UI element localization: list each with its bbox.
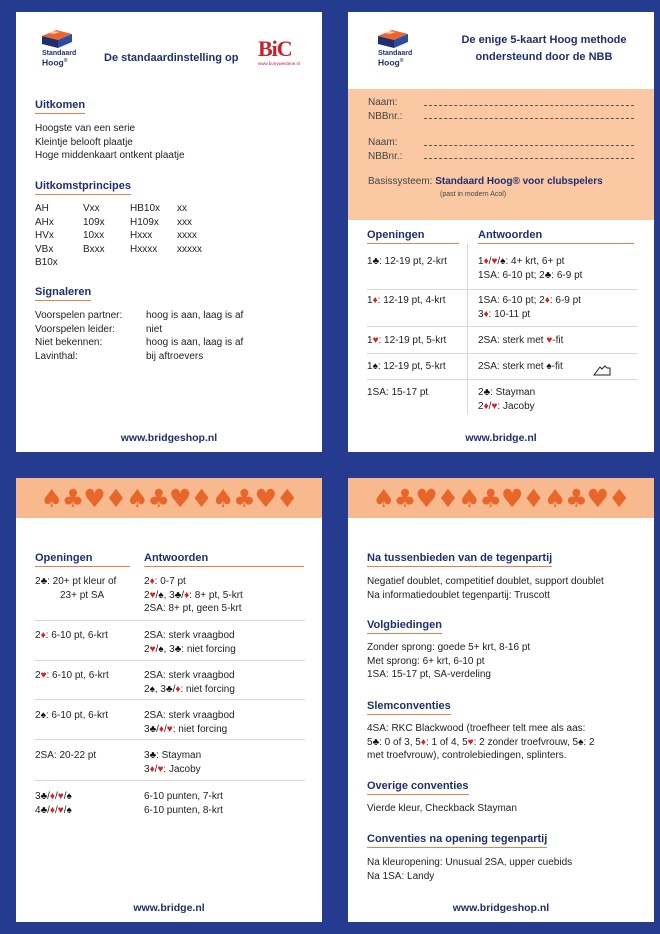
hand-pointer-icon	[592, 363, 612, 377]
principe-cell: xx	[177, 203, 187, 214]
nbbnr-field-1[interactable]	[424, 118, 634, 119]
row-divider	[367, 353, 637, 354]
section-body: Vierde kleur, Checkback Stayman	[367, 803, 517, 814]
nbbnr-label: NBBnr.:	[368, 110, 403, 122]
row-divider	[35, 699, 305, 700]
cube-logo-icon	[370, 28, 422, 50]
logo-line2: Hoog	[42, 56, 64, 67]
column-divider	[467, 244, 468, 414]
section-title: Slemconventies	[367, 700, 451, 715]
section-title: Overige conventies	[367, 780, 469, 795]
principe-cell: H109x	[130, 216, 159, 228]
principes-col-4	[177, 202, 227, 256]
naam-label: Naam:	[368, 97, 398, 108]
principe-cell: AH	[35, 203, 49, 214]
header-line: ondersteund door de NBB	[475, 51, 613, 63]
opening-row-4: 2♠: 6-10 pt, 6-krt	[35, 710, 109, 721]
naam-field-1[interactable]	[424, 105, 634, 106]
signal-key: Lavinthal:	[35, 350, 78, 362]
uitkomen-title: Uitkomen	[35, 99, 85, 114]
answer-row-1: 2♦: 0-7 pt 2♥/♠, 3♣/♦: 8+ pt, 5-krt 2SA: 8+ pt, geen 5-krt	[144, 576, 243, 614]
signal-value: hoog is aan, laag is af	[146, 310, 244, 321]
principe-cell: Bxxx	[83, 243, 105, 255]
principe-cell: xxx	[177, 216, 192, 228]
list-item: Kleintje belooft plaatje	[35, 136, 133, 148]
section-title: Na tussenbieden van de tegenpartij	[367, 552, 552, 567]
principe-cell: AHx	[35, 216, 54, 228]
basis-value: Standaard Hoog® voor clubspelers	[435, 176, 603, 187]
signaleren-keys	[35, 309, 145, 363]
opening-row-5: 2SA: 20-22 pt	[35, 750, 97, 761]
opening-row-5: 1SA: 15-17 pt	[367, 387, 429, 398]
row-divider	[35, 780, 305, 781]
row-divider	[35, 739, 305, 740]
section-title: Volgbiedingen	[367, 619, 442, 634]
principe-cell: B10x	[35, 257, 58, 268]
naam-field-2[interactable]	[424, 145, 634, 146]
list-item: Hoge middenkaart ontkent plaatje	[35, 150, 185, 161]
principe-cell: Vxx	[83, 203, 100, 214]
card-twee-openingen	[16, 478, 322, 922]
principe-cell: HB10x	[130, 203, 161, 214]
player-info-panel	[348, 89, 654, 220]
header-line: De enige 5-kaart Hoog methode	[461, 34, 627, 46]
signal-value: niet	[146, 323, 163, 335]
principe-cell: HVx	[35, 230, 54, 241]
principe-cell: xxxx	[177, 230, 197, 241]
principes-col-3	[130, 202, 180, 256]
answer-row-4: 2SA: sterk vraagbod 3♣/♦/♥: niet forcing	[144, 710, 235, 735]
answer-row-1: 1♦/♥/♠: 4+ krt, 6+ pt 1SA: 6-10 pt; 2♣: 6-9 pt	[478, 256, 583, 281]
section-body: Zonder sprong: goede 5+ krt, 8-16 pt Met sprong: 6+ krt, 6-10 pt 1SA: 15-17 pt, SA-verdeling	[367, 642, 531, 680]
naam-label: Naam:	[368, 137, 398, 148]
nbbnr-label: NBBnr.:	[368, 150, 403, 162]
uitkomstprincipes-title: Uitkomstprincipes	[35, 180, 131, 195]
standaard-hoog-logo: Standaard Hoog®	[370, 28, 428, 64]
logo-line1: Standaard	[42, 50, 77, 57]
row-divider	[35, 620, 305, 621]
nbbnr-field-2[interactable]	[424, 158, 634, 159]
principe-cell: 109x	[83, 216, 105, 228]
opening-row-3: 1♥: 12-19 pt, 5-krt	[367, 335, 447, 346]
row-divider	[367, 326, 637, 327]
card-conventies	[348, 478, 654, 922]
card-header: De standaardinstelling op	[104, 52, 239, 64]
suit-band: ♠♣♥♦♠♣♥♦♠♣♥♦	[348, 478, 654, 518]
row-divider	[367, 379, 637, 380]
cube-logo-icon	[34, 28, 86, 50]
signal-key: Niet bekennen:	[35, 337, 103, 348]
footer-link[interactable]: www.bridgeshop.nl	[452, 902, 550, 914]
principe-cell: Hxxxx	[130, 243, 158, 255]
section-body: Na kleuropening: Unusual 2SA, upper cuebids Na 1SA: Landy	[367, 857, 573, 882]
bic-logo: BiC	[258, 36, 292, 61]
answer-row-4: 2SA: sterk met ♠-fit	[478, 361, 563, 372]
principe-cell: 10xx	[83, 230, 105, 241]
signal-value: bij aftroevers	[146, 350, 204, 362]
answer-row-2: 2SA: sterk vraagbod 2♥/♠, 3♣: niet forcing	[144, 630, 236, 655]
signal-key: Voorspelen leider:	[35, 323, 116, 335]
footer-link[interactable]: www.bridge.nl	[133, 902, 205, 914]
uitkomen-list	[35, 122, 185, 163]
principe-cell: VBx	[35, 243, 54, 255]
answer-row-2: 1SA: 6-10 pt; 2♦: 6-9 pt 3♦: 10-11 pt	[478, 295, 581, 320]
opening-row-1: 1♣: 12-19 pt, 2-krt	[367, 256, 447, 267]
opening-row-3: 2♥: 6-10 pt, 6-krt	[35, 670, 109, 681]
opening-row-6: 3♣/♦/♥/♠ 4♣/♦/♥/♠	[35, 791, 72, 816]
bic-url: www.bonywestene.nl	[258, 61, 301, 66]
footer-link[interactable]: www.bridge.nl	[465, 432, 537, 444]
signal-key: Voorspelen partner:	[35, 310, 123, 321]
suit-band: ♠♣♥♦♠♣♥♦♠♣♥♦	[16, 478, 322, 518]
section-body: Negatief doublet, competitief doublet, support doublet Na informatiedoublet tegenpartij: Truscott	[367, 576, 604, 601]
signaleren-title: Signaleren	[35, 286, 91, 301]
logo-line2: Hoog	[378, 56, 400, 67]
logo-line1: Standaard	[378, 50, 413, 57]
opening-row-2: 2♦: 6-10 pt, 6-krt	[35, 630, 108, 641]
answer-row-5: 3♣: Stayman 3♦/♥: Jacoby	[144, 750, 202, 775]
card-header	[444, 32, 644, 66]
signal-value: hoog is aan, laag is af	[146, 337, 244, 348]
list-item: Hoogste van een serie	[35, 123, 136, 134]
section-title: Conventies na opening tegenpartij	[367, 833, 547, 848]
footer-link[interactable]: www.bridgeshop.nl	[120, 432, 218, 444]
opening-row-4: 1♠: 12-19 pt, 5-krt	[367, 361, 446, 372]
principes-col-2	[83, 202, 133, 256]
answer-row-3: 2SA: sterk met ♥-fit	[478, 335, 564, 346]
row-divider	[367, 289, 637, 290]
player-2-labels	[368, 136, 402, 163]
answer-row-6: 6-10 punten, 7-krt 6-10 punten, 8-krt	[144, 791, 223, 816]
player-1-labels	[368, 96, 402, 123]
openingen-header: Openingen	[35, 552, 130, 567]
section-body: 4SA: RKC Blackwood (troefheer telt mee als aas: 5♣: 0 of 3, 5♦: 1 of 4, 5♥: 2 zonder troefvrouw, 5♠: 2 met troefvrouw), controlebiedingen, splinters.	[367, 723, 595, 761]
basis-label: Basissysteem:	[368, 176, 433, 187]
answer-row-5: 2♣: Stayman 2♦/♥: Jacoby	[478, 387, 536, 412]
answer-row-3: 2SA: sterk vraagbod 2♠, 3♣/♦: niet forcing	[144, 670, 235, 695]
card-methode	[348, 12, 654, 452]
opening-row-1: 2♣: 20+ pt kleur of 23+ pt SA	[35, 576, 117, 601]
opening-row-2: 1♦: 12-19 pt, 4-krt	[367, 295, 446, 306]
principe-cell: Hxxx	[130, 230, 153, 241]
signaleren-values	[146, 309, 306, 363]
principe-cell: xxxxx	[177, 243, 202, 255]
antwoorden-header: Antwoorden	[478, 229, 634, 244]
antwoorden-header: Antwoorden	[144, 552, 304, 567]
card-standaardinstelling	[16, 12, 322, 452]
basis-sub: (past in modern Acol)	[440, 191, 507, 198]
standaard-hoog-logo: Standaard Hoog®	[34, 28, 92, 64]
row-divider	[35, 660, 305, 661]
basissysteem	[368, 176, 603, 187]
openingen-header: Openingen	[367, 229, 459, 244]
